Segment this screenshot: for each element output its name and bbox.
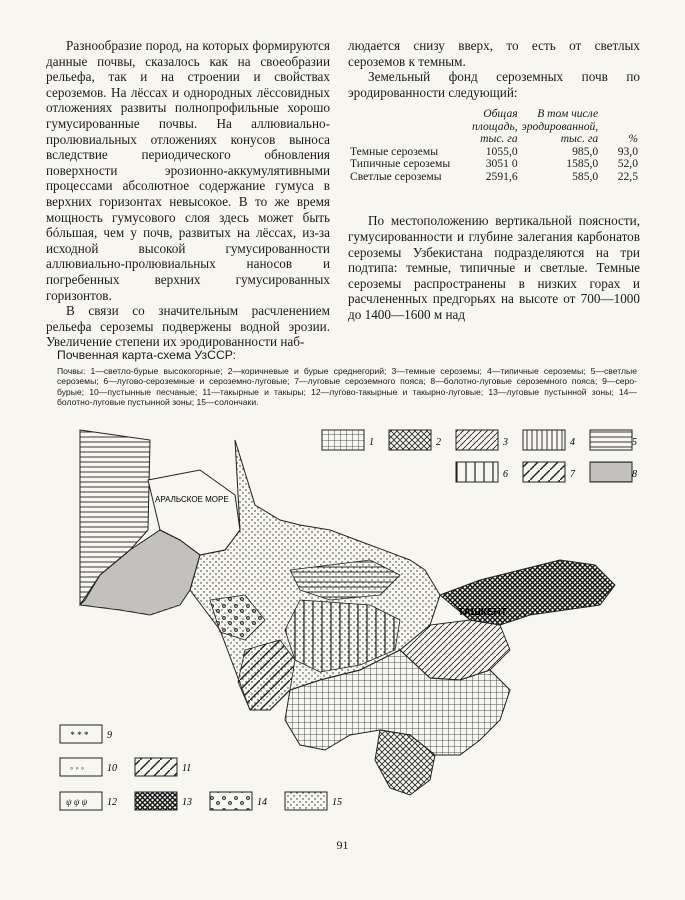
map-legend-text: Почвы: 1—светло-бурые высокогорные; 2—коричневые и бурые среднегорий; 3—темные сероземы; 4—типичные сероземы; 5—светлые сероземы; 6—лугово-сероземные и сероземно-луговые; 7—луговые сероземного пояса; 8—болотно-луговые сероземного пояса; 9—серо-бурые; 10—пустынные песчаные; 11—такырные и такыры; 12—лугово-такырные и такырно-луговые; 13—луговые пустынной зоны; 14—болотно-луговые пустынной зоны; 15—солончаки. [57,366,637,407]
svg-text:7: 7 [570,469,575,480]
svg-text:3: 3 [503,437,508,448]
paragraph-erosion: В связи со значительным расчленением рельефа сероземы подвержены водной эрозии. Увеличение степени их эродированности наб- [46,303,330,350]
svg-text:6: 6 [503,469,508,480]
paragraph-continuation: людается снизу вверх, то есть от светлых сероземов к темным. [348,38,640,69]
paragraph-rock-diversity: Разнообразие пород, на которых формируются данные почвы, сказалось как на своеобразии рельефа, так и на строении и свойствах сероземов. На лёссах и однородных лёссовидных отложениях развиты полнопрофильные хорошо гумусированные почвы. На аллювиально-пролювиальных отложениях конусов выноса вследствие периодического обновления поверхности эрозионно-аккумулятивными процессами абсолютное содержание гумуса в верхних горизонтах невысокое. В то же время мощность гумусового слоя здесь может быть бóльшая, чем у почв, развитых на лёссах, из-за исходной высокой гумусированности аллювиально-пролювиальных наносов и погребенных верхних гумусированных горизонтов. [46,38,330,303]
region-bukhara [238,640,295,710]
svg-text:9: 9 [107,730,112,741]
svg-text:◦ ◦ ◦: ◦ ◦ ◦ [70,763,85,773]
svg-text:1: 1 [369,437,374,448]
table-row: Светлые сероземы 2591,6 585,0 22,5 [350,169,638,183]
erosion-table [348,108,640,183]
svg-text:14: 14 [257,797,267,808]
map-title: Почвенная карта-схема УзССР: [57,348,236,362]
svg-text:15: 15 [332,797,342,808]
legend-swatches-top [322,430,637,482]
table-row: Типичные сероземы 3051 0 1585,0 52,0 [350,157,638,171]
svg-text:ψ ψ ψ: ψ ψ ψ [66,797,88,807]
svg-text:13: 13 [182,797,192,808]
header-percent: % [628,132,638,146]
svg-text:11: 11 [182,763,192,774]
page-number: 91 [336,838,349,852]
svg-text:5: 5 [632,437,637,448]
svg-text:12: 12 [107,797,117,808]
paragraph-land-fund: Земельный фонд сероземных почв по эродированности следующий: [348,69,640,100]
left-text-column [46,38,330,350]
header-total: Общая площадь, тыс. га [471,107,518,146]
right-text-column [348,38,640,323]
header-eroded: В том числе эродированной, тыс. га [521,107,599,146]
label-tashkent: ТАШКЕНТ [458,607,507,618]
label-aral-sea: АРАЛЬСКОЕ МОРЕ [155,495,229,504]
paragraph-subtypes: По местоположению вертикальной поясности, гумусированности и глубине залегания карбонатов сероземы Узбекистана подразделяются на три подтипа: темные, типичные и светлые. Темные сероземы распространены в низких горах и расчлененных предгорьях на высоте от 700—1000 до 1400—1600 м над [348,213,640,322]
svg-text:2: 2 [436,437,441,448]
svg-text:4: 4 [570,437,575,448]
map-regions [80,430,615,795]
svg-text:10: 10 [107,763,117,774]
table-row: Темные сероземы 1055,0 985,0 93,0 [350,144,638,158]
soil-map [40,410,640,830]
svg-text:8: 8 [632,469,637,480]
svg-text:* * *: * * * [70,730,88,740]
